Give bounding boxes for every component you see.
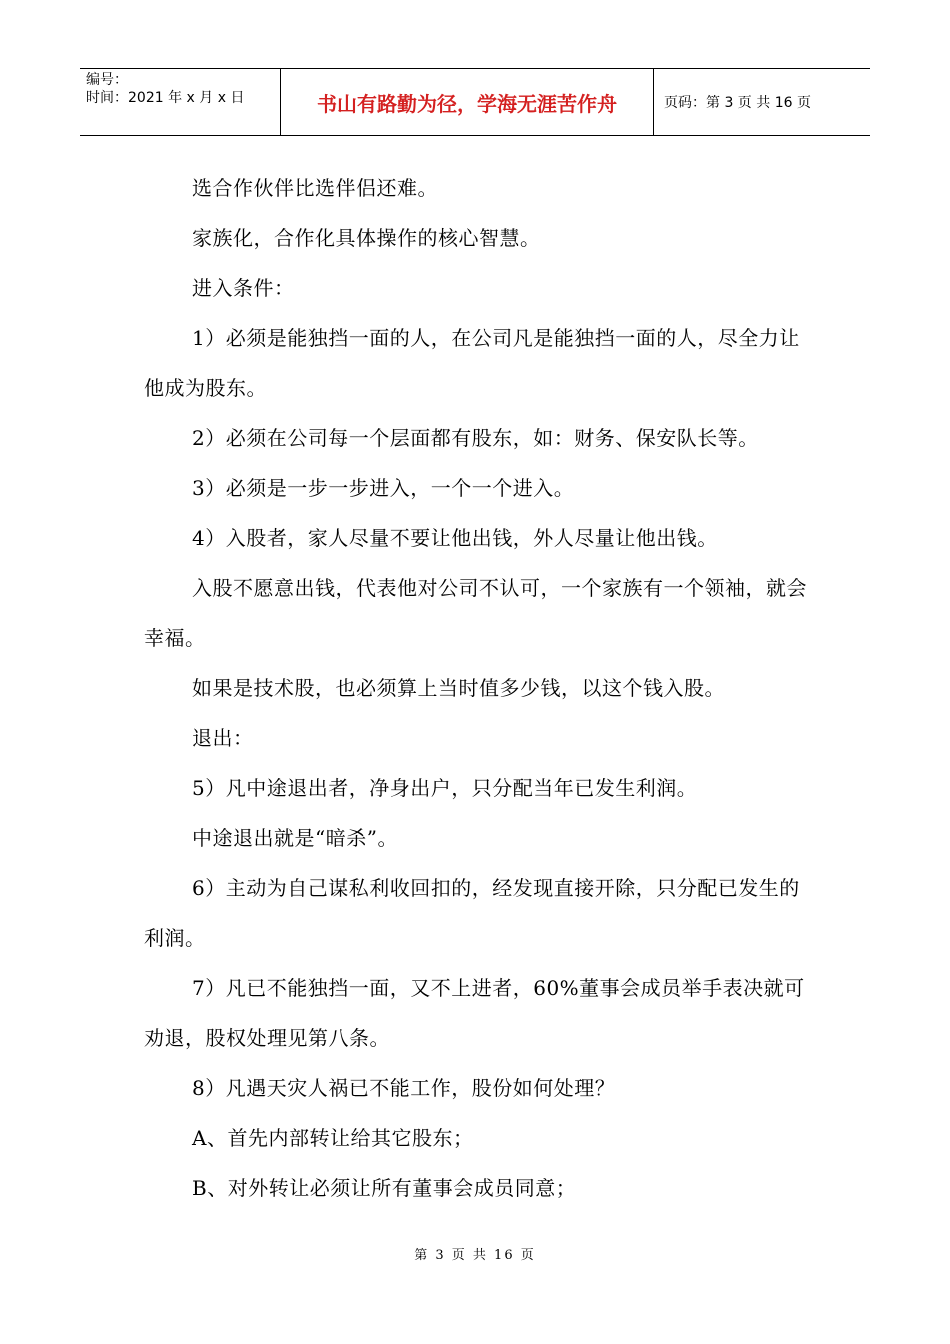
paragraph: 5）凡中途退出者，净身出户，只分配当年已发生利润。 bbox=[192, 776, 698, 800]
paragraph: 中途退出就是“暗杀”。 bbox=[192, 826, 398, 850]
document-body bbox=[144, 163, 810, 1213]
document-date: 时间：2021 年 x 月 x 日 bbox=[86, 90, 245, 106]
paragraph: 2）必须在公司每一个层面都有股东，如：财务、保安队长等。 bbox=[192, 426, 759, 450]
paragraph: 退出： bbox=[192, 726, 254, 750]
paragraph: 进入条件： bbox=[192, 276, 295, 300]
page-footer: 第 3 页 共 16 页 bbox=[414, 1248, 536, 1263]
paragraph: 如果是技术股，也必须算上当时值多少钱，以这个钱入股。 bbox=[192, 676, 725, 700]
paragraph: A、首先内部转让给其它股东； bbox=[192, 1126, 474, 1150]
paragraph: 3）必须是一步一步进入，一个一个进入。 bbox=[192, 476, 575, 500]
paragraph: 1）必须是能独挡一面的人，在公司凡是能独挡一面的人，尽全力让他成为股东。 bbox=[144, 326, 800, 400]
paragraph: 7）凡已不能独挡一面，又不上进者，60%董事会成员举手表决就可劝退，股权处理见第八条。 bbox=[144, 976, 805, 1050]
document-number-label: 编号： bbox=[86, 72, 128, 88]
header-meta bbox=[80, 69, 281, 135]
paragraph: 入股不愿意出钱，代表他对公司不认可，一个家族有一个领袖，就会幸福。 bbox=[144, 576, 807, 650]
page-header bbox=[80, 68, 870, 136]
header-motto: 书山有路勤为径，学海无涯苦作舟 bbox=[281, 69, 654, 135]
header-page-info: 页码：第 3 页 共 16 页 bbox=[664, 95, 811, 111]
paragraph: 家族化，合作化具体操作的核心智慧。 bbox=[192, 226, 541, 250]
paragraph: 选合作伙伴比选伴侣还难。 bbox=[192, 176, 438, 200]
paragraph: B、对外转让必须让所有董事会成员同意； bbox=[192, 1176, 577, 1200]
paragraph: 8）凡遇天灾人祸已不能工作，股份如何处理？ bbox=[192, 1076, 616, 1100]
paragraph: 4）入股者，家人尽量不要让他出钱，外人尽量让他出钱。 bbox=[192, 526, 718, 550]
paragraph: 6）主动为自己谋私利收回扣的，经发现直接开除，只分配已发生的利润。 bbox=[144, 876, 800, 950]
